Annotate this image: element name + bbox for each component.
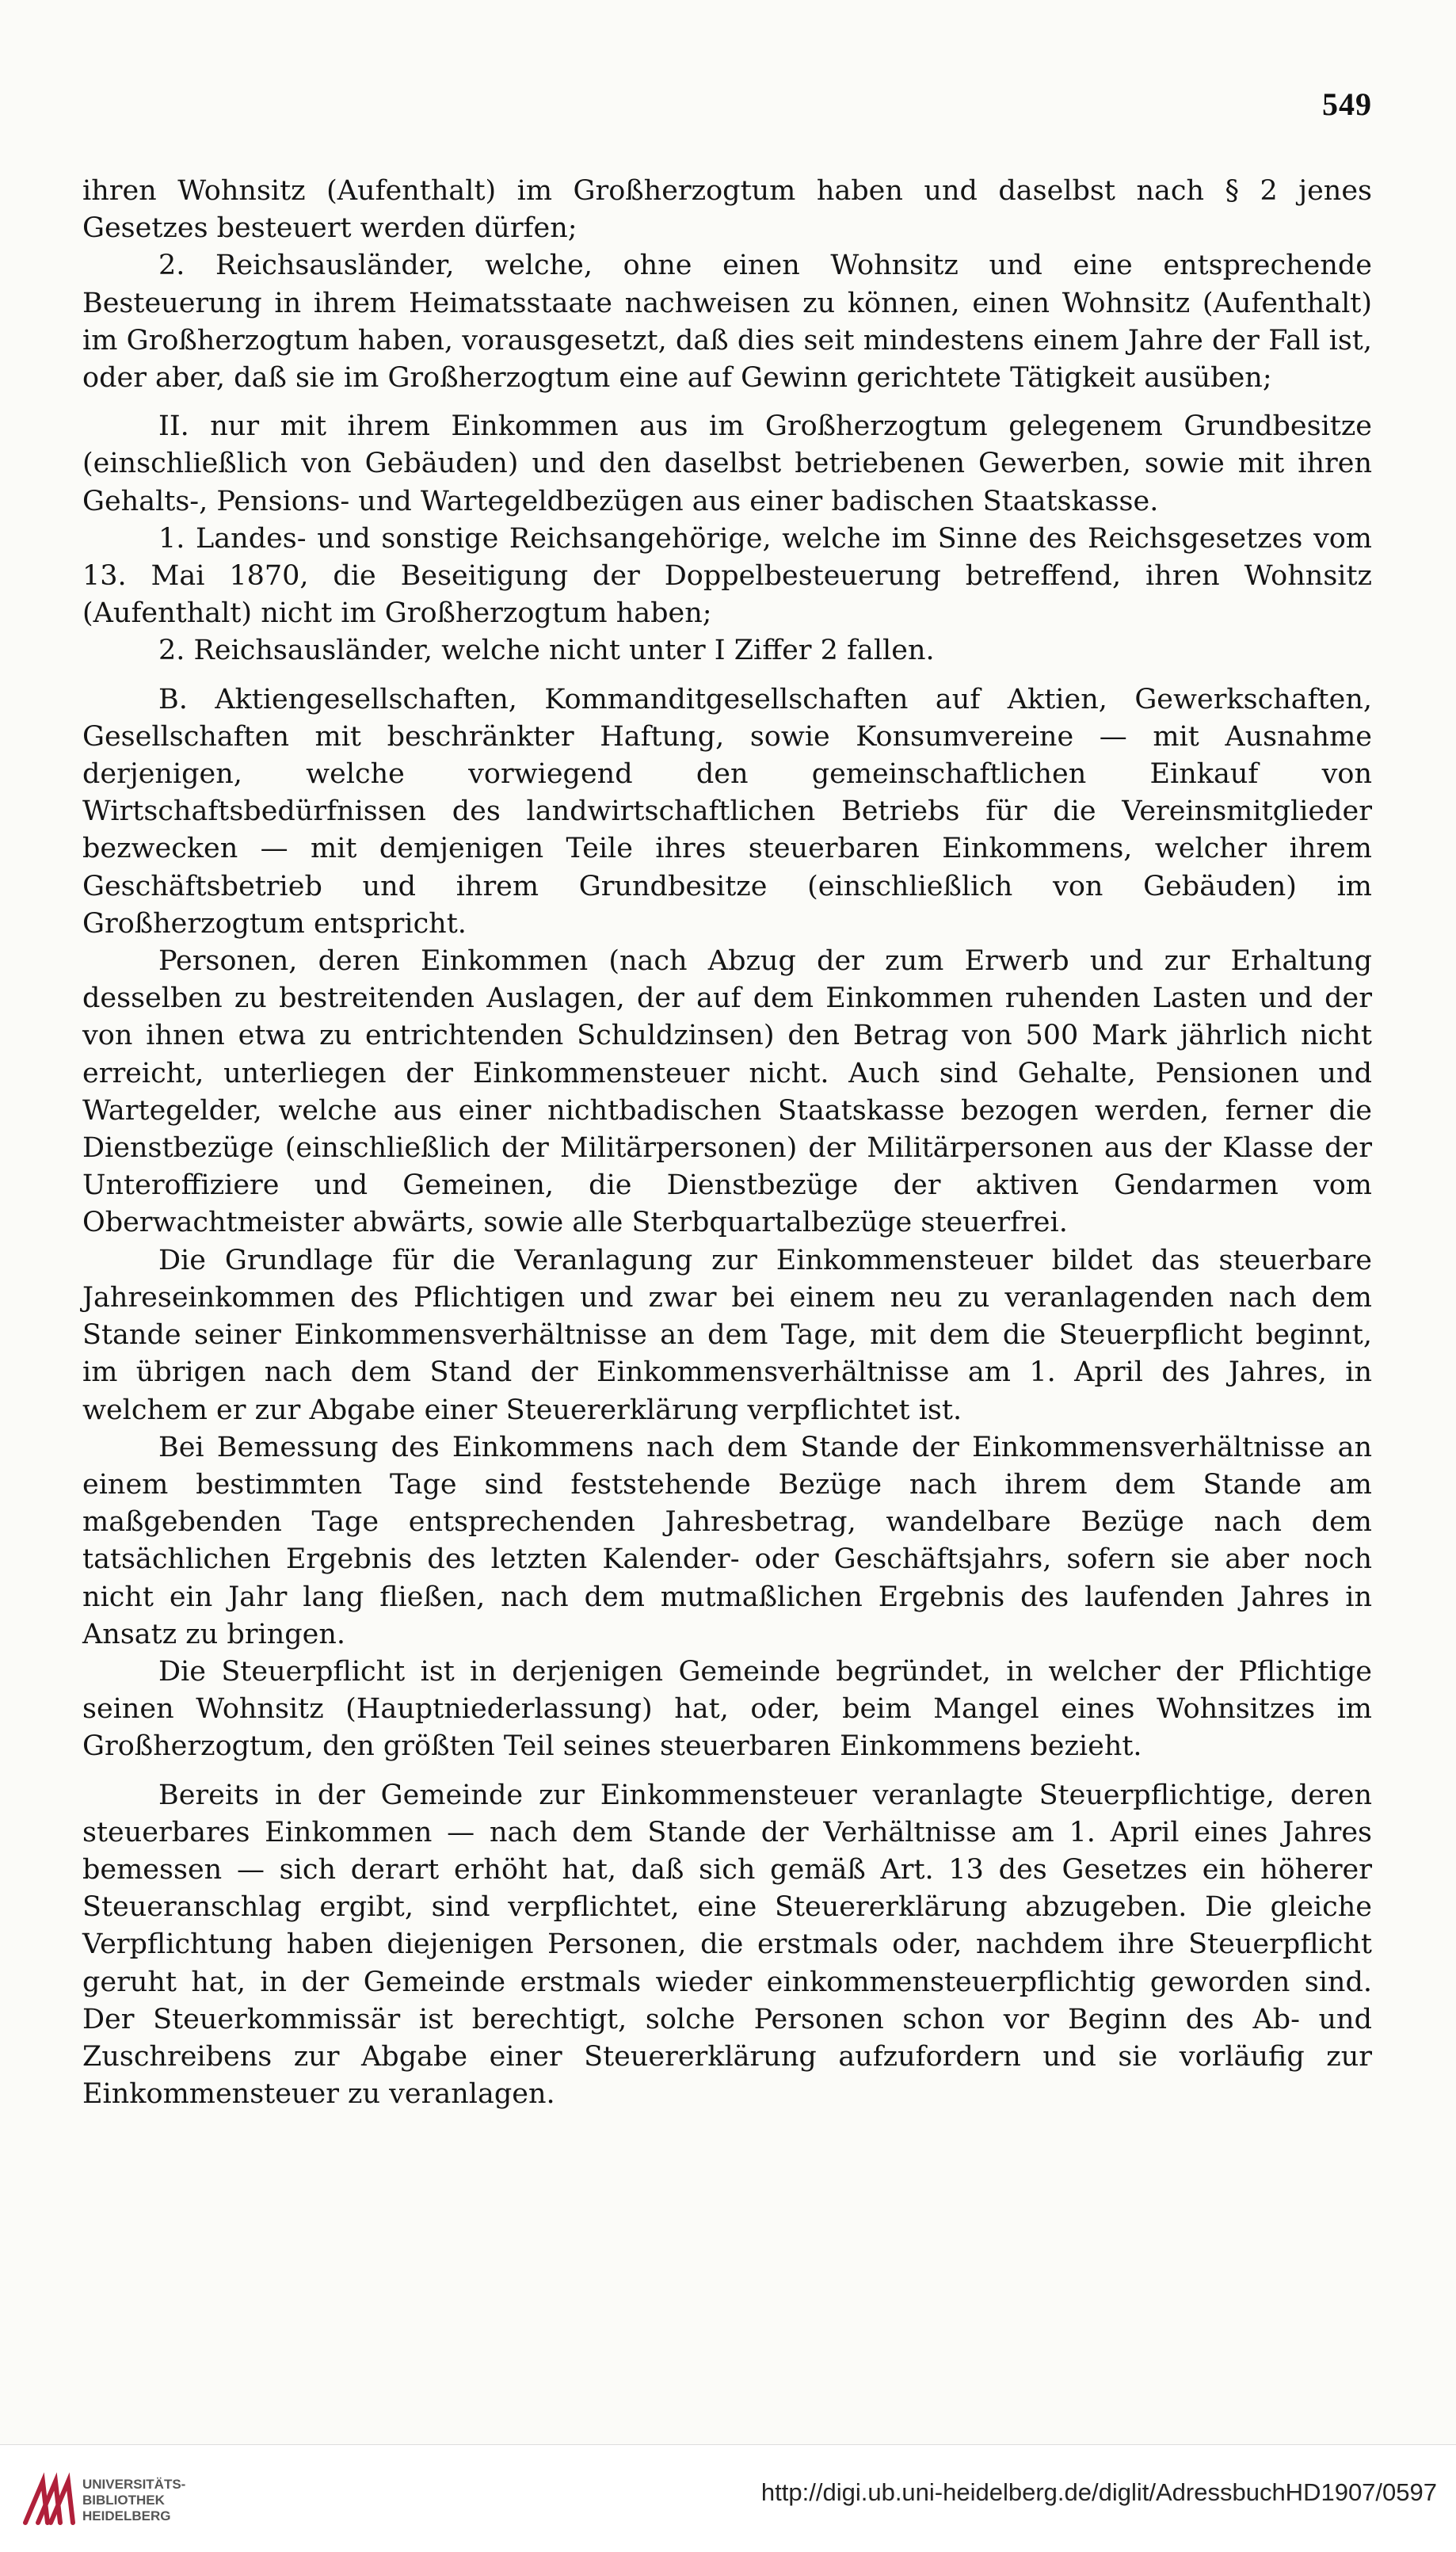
- paragraph: Bereits in der Gemeinde zur Einkommensteuer veranlagte Steuerpflichtige, deren steuerbares Einkommen — nach dem Stande der Verhältnisse am 1. April eines Jahres bemessen — sich derart erhöht hat, daß sich gemäß Art. 13 des Gesetzes ein höherer Steueranschlag ergibt, sind verpflichtet, eine Steuererklärung abzugeben. Die gleiche Verpflichtung haben diejenigen Personen, die erstmals oder, nachdem ihre Steuerpflicht geruht hat, in der Gemeinde erstmals wieder einkommensteuerpflichtig geworden sind. Der Steuerkommissär ist berechtigt, solche Personen schon vor Beginn des Ab- und Zuschreibens zur Abgabe einer Steuererklärung aufzufordern und sie vorläufig zur Einkommensteuer zu veranlagen.: [82, 1779, 1372, 2111]
- paragraph: 2. Reichsausländer, welche, ohne einen Wohnsitz und eine entsprechende Besteuerung in ihrem Heimatsstaate nachweisen zu können, einen Wohnsitz (Aufenthalt) im Großherzogtum haben, vorausgesetzt, daß dies seit mindestens einem Jahre der Fall ist, oder aber, daß sie im Großherzogtum eine auf Gewinn gerichtete Tätigkeit ausüben;: [82, 250, 1372, 395]
- paragraph: 1. Landes- und sonstige Reichsangehörige, welche im Sinne des Reichsgesetzes vom 13. Mai 1870, die Beseitigung der Doppelbesteuerung betreffend, ihren Wohnsitz (Aufenthalt) nicht im Großherzogtum haben;: [82, 522, 1372, 630]
- paragraph: ihren Wohnsitz (Aufenthalt) im Großherzogtum haben und daselbst nach § 2 jenes Gesetzes besteuert werden dürfen;: [82, 175, 1372, 245]
- source-url-link[interactable]: http://digi.ub.uni-heidelberg.de/diglit/AdressbuchHD1907/0597: [760, 2478, 1437, 2506]
- paragraph: 2. Reichsausländer, welche nicht unter I Ziffer 2 fallen.: [158, 635, 935, 667]
- paragraph: Bei Bemessung des Einkommens nach dem Stande der Einkommensverhältnisse an einem bestimmten Tage sind feststehende Bezüge nach ihrem dem Stande am maßgebenden Tage entsprechenden Jahresbetrag, wandelbare Bezüge nach dem tatsächlichen Ergebnis des letzten Kalender- oder Geschäftsjahrs, sofern sie aber noch nicht ein Jahr lang fließen, nach dem mutmaßlichen Ergebnis des laufenden Jahres in Ansatz zu bringen.: [82, 1431, 1372, 1650]
- page-number: 549: [1322, 86, 1372, 122]
- library-logo-icon: [16, 2467, 81, 2532]
- paragraph: II. nur mit ihrem Einkommen aus im Großherzogtum gelegenem Grundbesitze (einschließlich von Gebäuden) und den daselbst betriebenen Gewerben, sowie mit ihren Gehalts-, Pensions- und Wartegeldbezügen aus einer badischen Staatskasse.: [82, 410, 1372, 517]
- body-text: [82, 173, 1372, 2113]
- paragraph: Die Steuerpflicht ist in derjenigen Gemeinde begründet, in welcher der Pflichtige seinen Wohnsitz (Hauptniederlassung) hat, oder, beim Mangel eines Wohnsitzes im Großherzogtum, den größten Teil seines steuerbaren Einkommens bezieht.: [82, 1655, 1372, 1763]
- library-logo[interactable]: [16, 2459, 206, 2539]
- library-logo-text: UNIVERSITÄTS- BIBLIOTHEK HEIDELBERG: [82, 2477, 186, 2523]
- paragraph: Personen, deren Einkommen (nach Abzug der zum Erwerb und zur Erhaltung desselben zu bestreitenden Auslagen, der auf dem Einkommen ruhenden Lasten und der von ihnen etwa zu entrichtenden Schuldzinsen) den Betrag von 500 Mark jährlich nicht erreicht, unterliegen der Einkommensteuer nicht. Auch sind Gehalte, Pensionen und Wartegelder, welche aus einer nichtbadischen Staatskasse bezogen werden, ferner die Dienstbezüge (einschließlich der Militärpersonen) der Militärpersonen aus der Klasse der Unteroffiziere und Gemeinen, die Dienstbezüge der aktiven Gendarmen vom Oberwachtmeister abwärts, sowie alle Sterbquartalbezüge steuerfrei.: [82, 945, 1372, 1239]
- paragraph: B. Aktiengesellschaften, Kommanditgesellschaften auf Aktien, Gewerkschaften, Gesellschaften mit beschränkter Haftung, sowie Konsumvereine — mit Ausnahme derjenigen, welche vorwiegend den gemeinschaftlichen Einkauf von Wirtschaftsbedürfnissen des landwirtschaftlichen Betriebs für die Vereinsmitglieder bezwecken — mit demjenigen Teile ihres steuerbaren Einkommens, welcher ihrem Geschäftsbetrieb und ihrem Grundbesitze (einschließlich von Gebäuden) im Großherzogtum entspricht.: [82, 683, 1372, 940]
- footer-bar: [0, 2444, 1456, 2552]
- paragraph: Die Grundlage für die Veranlagung zur Einkommensteuer bildet das steuerbare Jahreseinkommen des Pflichtigen und zwar bei einem neu zu veranlagenden nach dem Stande seiner Einkommensverhältnisse an dem Tage, mit dem die Steuerpflicht beginnt, im übrigen nach dem Stand der Einkommensverhältnisse am 1. April des Jahres, in welchem er zur Abgabe einer Steuererklärung verpflichtet ist.: [82, 1244, 1372, 1426]
